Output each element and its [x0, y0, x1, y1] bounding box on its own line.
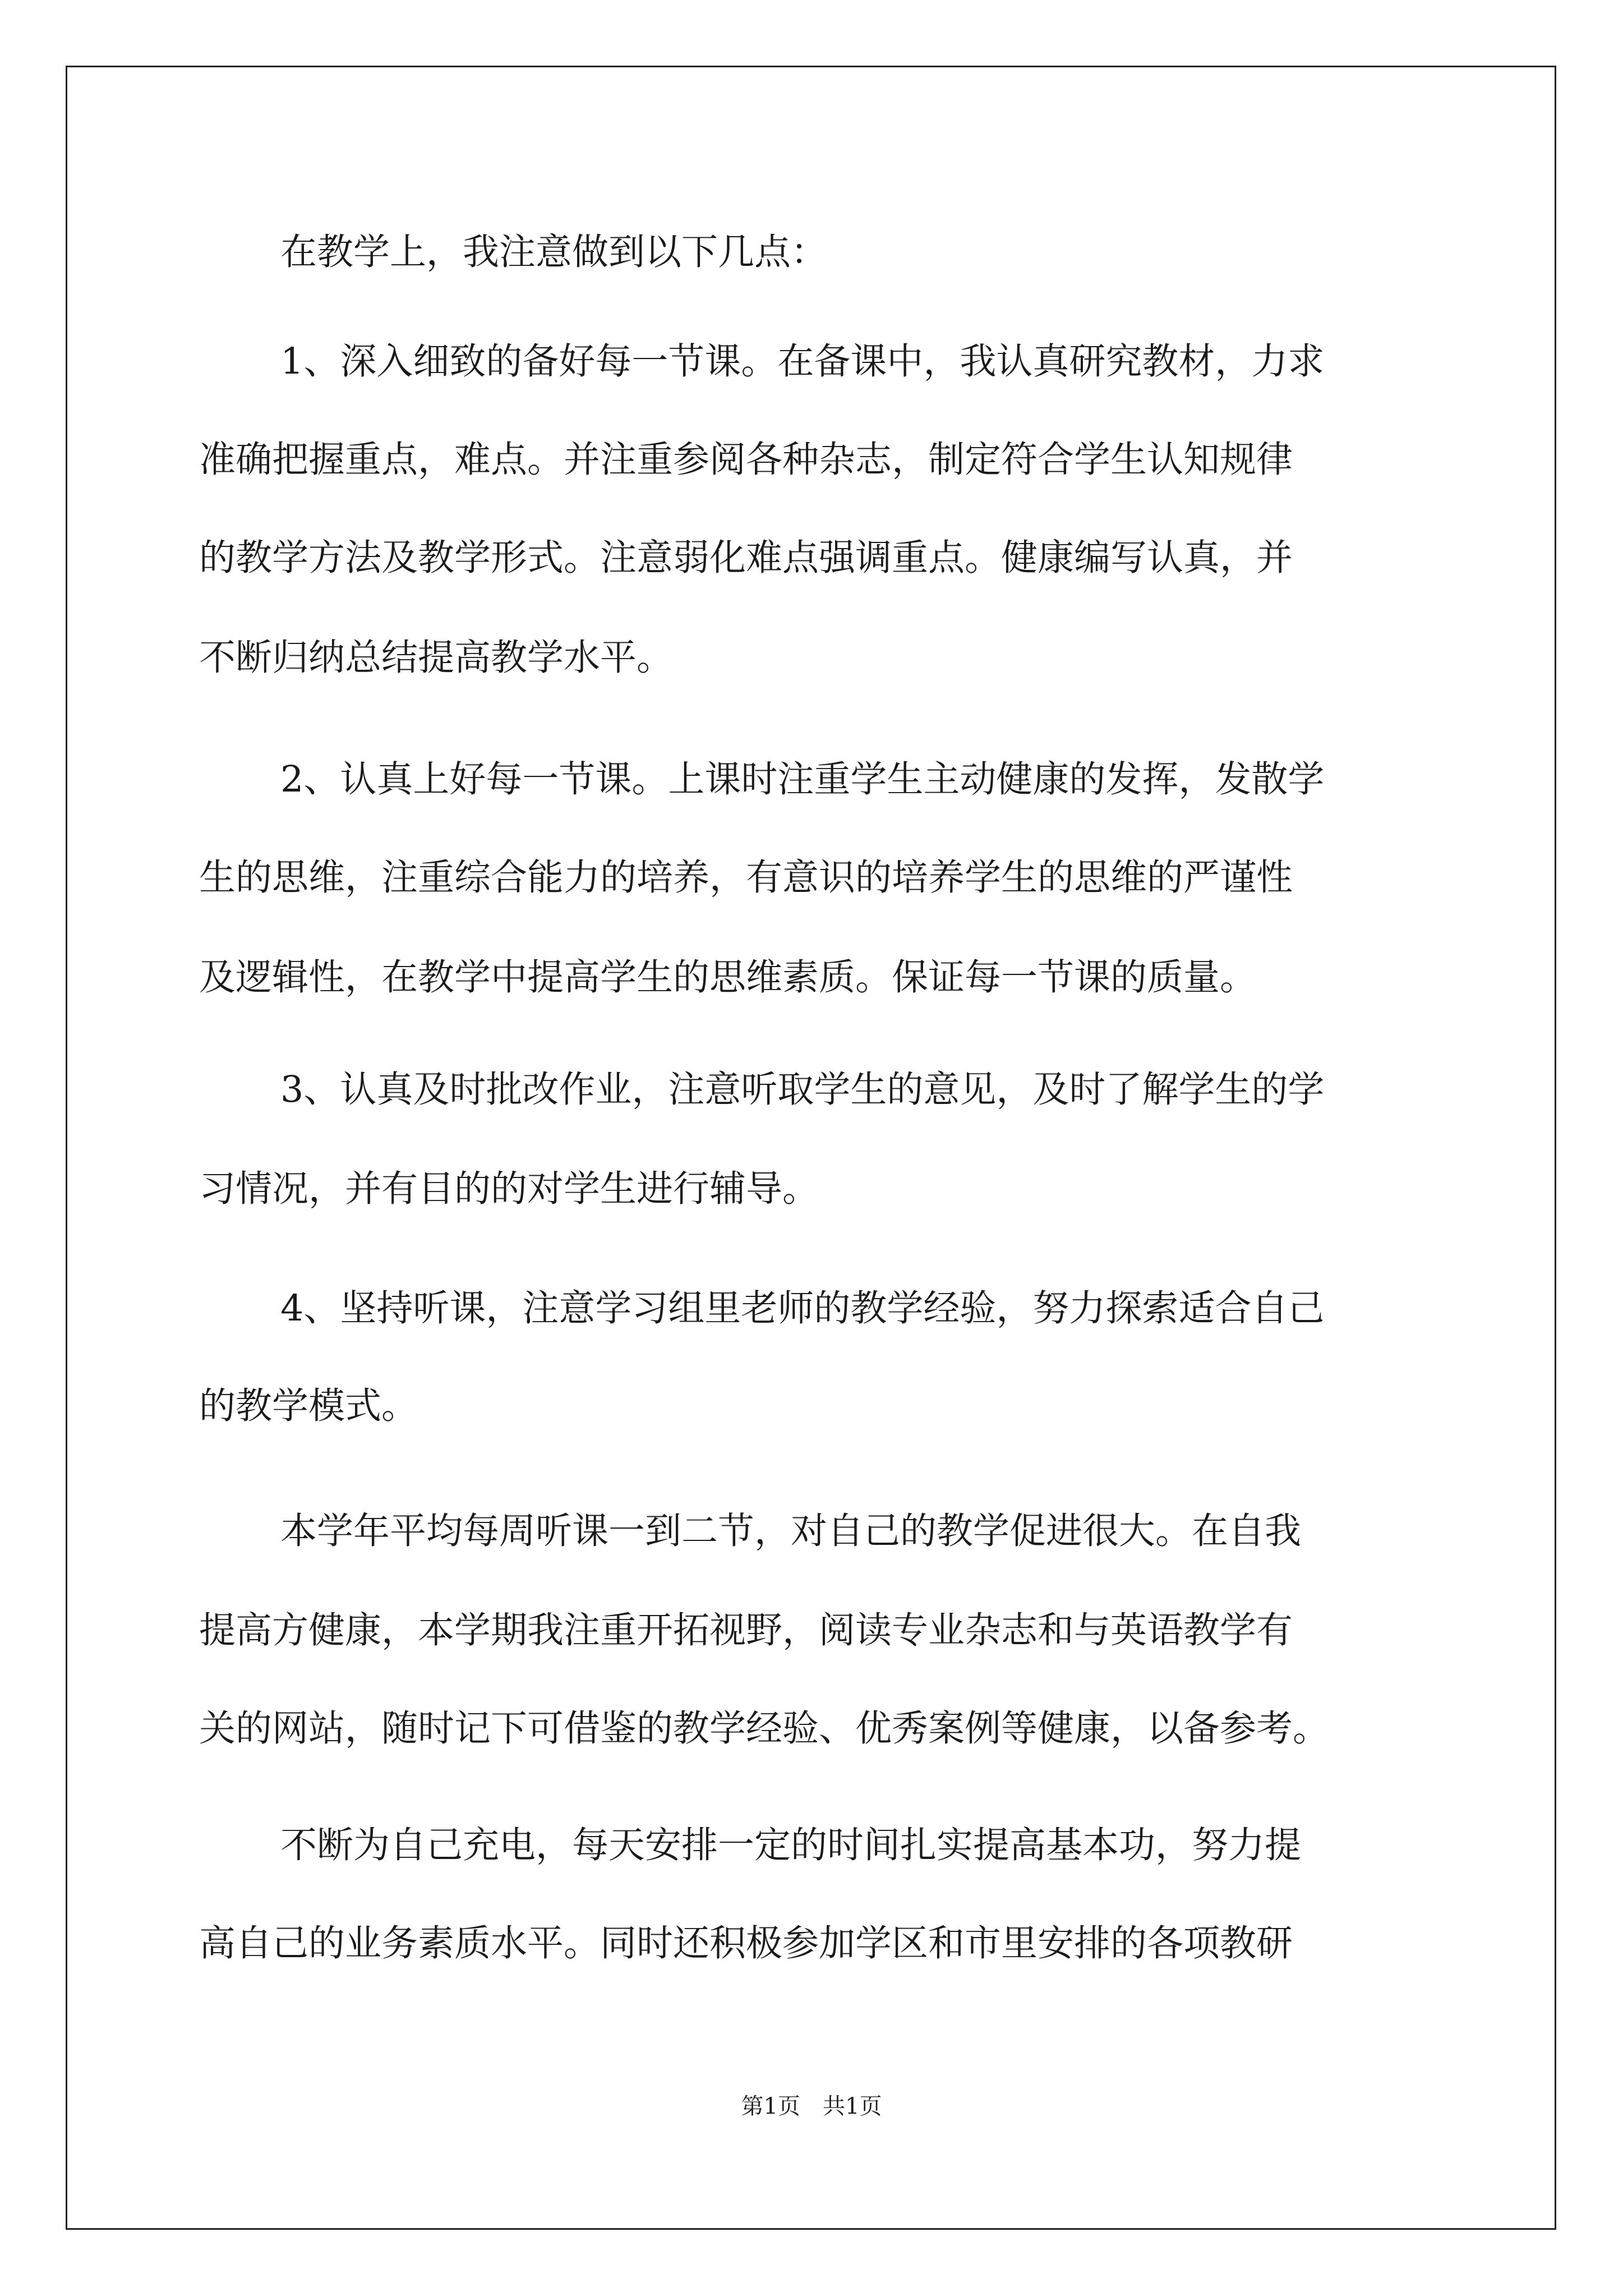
paragraph-line: 3、认真及时批改作业，注意听取学生的意见，及时了解学生的学 — [280, 1069, 1325, 1111]
paragraph-line: 及逻辑性，在教学中提高学生的思维素质。保证每一节课的质量。 — [199, 956, 1257, 999]
page-footer: 第1页 共1页 — [741, 2093, 882, 2119]
paragraph-line: 本学年平均每周听课一到二节，对自己的教学促进很大。在自我 — [280, 1510, 1302, 1552]
paragraph-line: 习情况，并有目的的对学生进行辅导。 — [199, 1168, 819, 1210]
paragraph-line: 在教学上，我注意做到以下几点： — [280, 231, 828, 273]
paragraph-line: 2、认真上好每一节课。上课时注重学生主动健康的发挥，发散学 — [280, 758, 1325, 800]
paragraph-line: 不断归纳总结提高教学水平。 — [199, 637, 674, 679]
paragraph-line: 准确把握重点，难点。并注重参阅各种杂志，制定符合学生认知规律 — [199, 439, 1293, 481]
paragraph-line: 高自己的业务素质水平。同时还积极参加学区和市里安排的各项教研 — [199, 1922, 1293, 1964]
paragraph-line: 不断为自己充电，每天安排一定的时间扎实提高基本功，努力提 — [280, 1824, 1302, 1866]
paragraph-line: 4、坚持听课，注意学习组里老师的教学经验，努力探索适合自己 — [280, 1287, 1325, 1329]
paragraph-line: 关的网站，随时记下可借鉴的教学经验、优秀案例等健康，以备参考。 — [199, 1708, 1330, 1750]
paragraph-line: 生的思维，注重综合能力的培养，有意识的培养学生的思维的严谨性 — [199, 857, 1293, 899]
paragraph-line: 1、深入细致的备好每一节课。在备课中，我认真研究教材，力求 — [280, 341, 1325, 383]
paragraph-line: 的教学方法及教学形式。注意弱化难点强调重点。健康编写认真，并 — [199, 537, 1293, 579]
paragraph-line: 提高方健康，本学期我注重开拓视野，阅读专业杂志和与英语教学有 — [199, 1609, 1293, 1651]
paragraph-line: 的教学模式。 — [199, 1385, 418, 1427]
